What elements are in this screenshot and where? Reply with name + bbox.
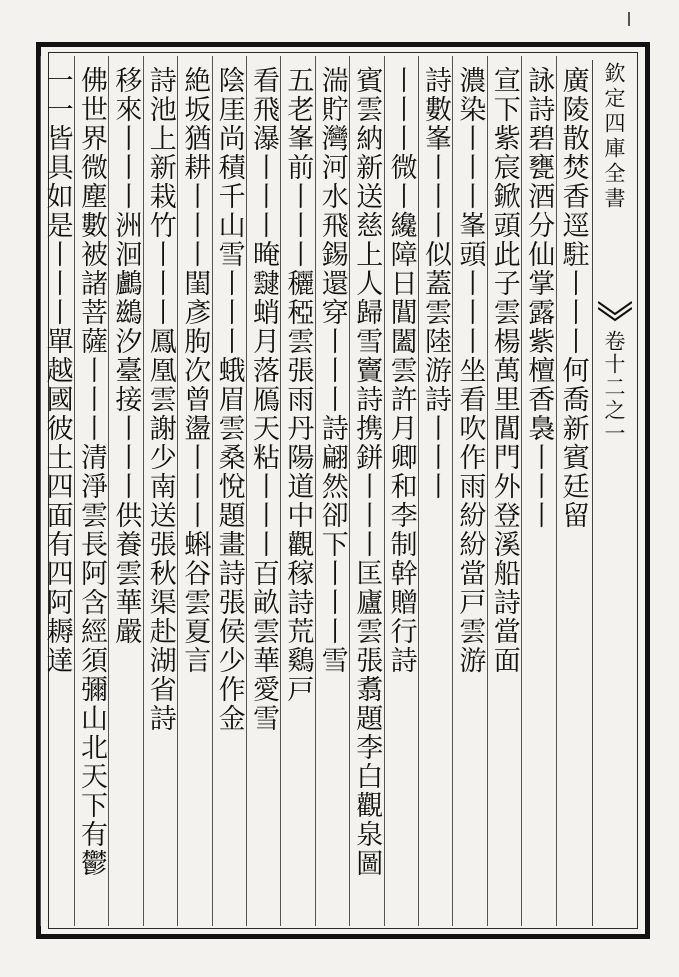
text-column: 丨丨丨微丨纔障日閶闔雲許月卿和李制幹贈行詩 [385, 66, 417, 675]
text-column: 湍貯灣河水飛錫還穿丨丨丨詩翩然卻下丨丨丨雪 [316, 66, 348, 675]
text-column: 五老峯前丨丨丨穲稏雲張雨丹陽道中觀稼詩荒鷄戸 [282, 66, 314, 704]
text-column: 詩池上新栽竹丨丨丨鳳凰雲謝少南送張秋渠赴湖省詩 [144, 66, 176, 733]
book-title: 欽定四庫全書 [602, 62, 626, 212]
column-rule [40, 56, 41, 926]
text-column: 詠詩碧甕酒分仙掌露紫檀香裊丨丨丨 [523, 66, 555, 530]
text-column: 看飛瀑丨丨丨晻靆蛸月落鴈天粘丨丨丨百畝雲華愛雪 [248, 66, 279, 733]
text-column: 詩數峯丨丨丨似蓋雲陸游詩丨丨丨 [420, 66, 451, 501]
text-column: 絶坂猶耕丨丨丨閨彥朐次曾盪丨丨丨蝌谷雲夏言 [179, 66, 211, 675]
text-column: 廣陵散焚香逕駐丨丨丨何喬新賓廷留 [557, 66, 589, 530]
page-edge-mark [628, 12, 630, 26]
text-column: 賓雲納新送慈上人歸雪竇詩携鉼丨丨丨匡廬雲張翥題李白觀泉圖 [351, 66, 383, 878]
text-column: 佛世界微塵數被諸菩薩丨丨丨清淨雲長阿含經須彌山北天下有鬱 [76, 66, 107, 878]
text-column: 移來丨丨丨洲洄鸕鷀汐臺接丨丨丨供養雲華嚴 [110, 66, 142, 646]
fish-tail-mark-icon [598, 300, 632, 322]
text-column: 一一皆具如是丨丨丨單越國彼土四面有四阿耨達 [41, 66, 73, 675]
text-column: 濃染丨丨丨峯頭丨丨丨坐看吹作雨紛紛當戸雲游 [454, 66, 486, 675]
text-column: 陰厓尚積千山雪丨丨丨蛾眉雲桑悅題畫詩張侯少作金 [213, 66, 245, 733]
text-column: 宣下紫宸鍁頭此子雲楊萬里閶門外登溪船詩當面 [488, 66, 520, 675]
volume-label: 卷十二之一 [602, 330, 626, 445]
